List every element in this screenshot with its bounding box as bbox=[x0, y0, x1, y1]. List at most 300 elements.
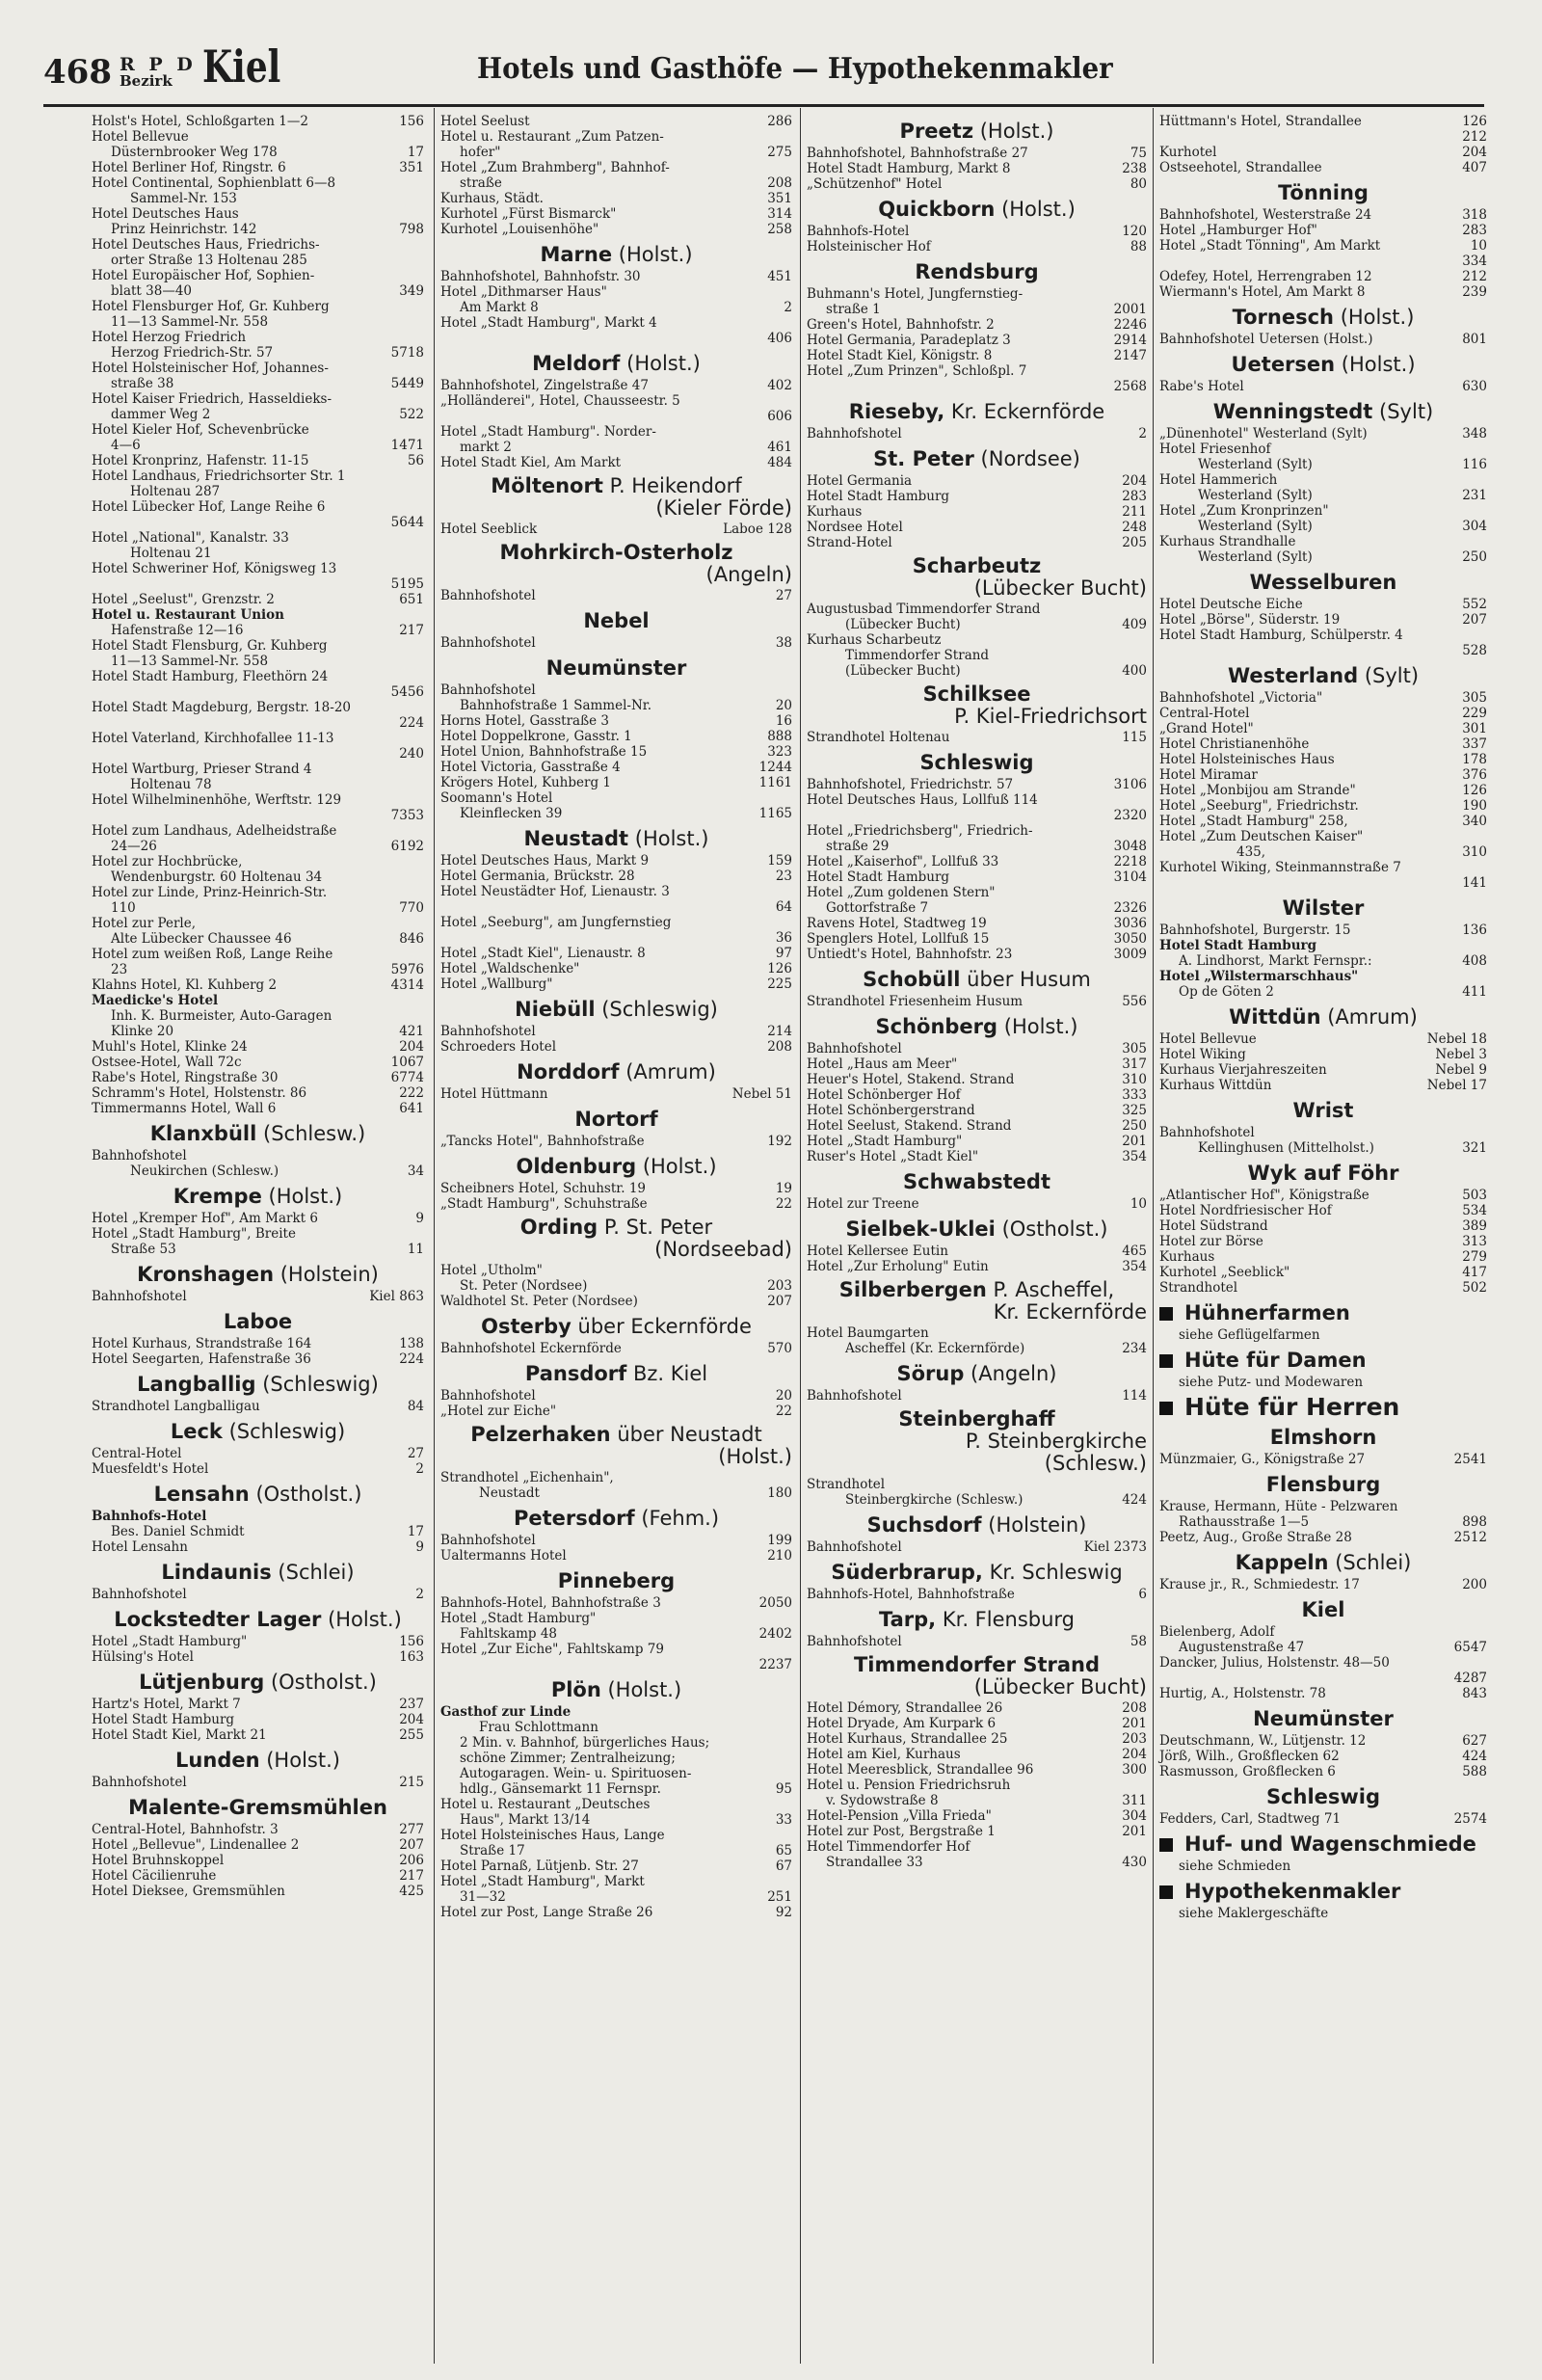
directory-entry bbox=[807, 602, 1147, 617]
entry-name: Bielenberg, Adolf bbox=[1159, 1624, 1275, 1640]
entry-name: Hotel zur Treene bbox=[807, 1196, 919, 1212]
entry-phone: 251 bbox=[767, 1889, 792, 1905]
entry-name: Bahnhofshotel bbox=[807, 1634, 902, 1649]
entry-name: Hotel Berliner Hof, Ringstr. 6 bbox=[92, 160, 286, 175]
entry-name: Bahnhofshotel, Burgerstr. 15 bbox=[1159, 923, 1351, 938]
entry-phone: 250 bbox=[1462, 549, 1487, 565]
see-also-note: siehe Putz- und Modewaren bbox=[1179, 1375, 1364, 1390]
entry-phone: 204 bbox=[399, 1712, 424, 1727]
entry-name: Hotel Meeresblick, Strandallee 96 bbox=[807, 1762, 1034, 1778]
entry-phone: 205 bbox=[1122, 535, 1147, 550]
see-also-note: siehe Geflügelfarmen bbox=[1179, 1327, 1320, 1343]
directory-entry bbox=[92, 638, 424, 654]
place-heading bbox=[1159, 570, 1487, 595]
directory-entry bbox=[440, 760, 792, 775]
entry-phone: 4314 bbox=[390, 977, 424, 993]
entry-phone: 159 bbox=[767, 853, 792, 869]
directory-entry bbox=[1159, 145, 1487, 160]
place-name: Wenningstedt bbox=[1212, 400, 1373, 423]
place-heading bbox=[807, 967, 1147, 992]
entry-name: Hotel Germania bbox=[807, 473, 913, 489]
entry-phone: 1067 bbox=[390, 1055, 424, 1070]
entry-phone: 5718 bbox=[390, 345, 424, 361]
place-name: Neumünster bbox=[1253, 1707, 1394, 1730]
entry-name: Hotel zur Post, Bergstraße 1 bbox=[807, 1824, 996, 1839]
entry-phone: Kiel 863 bbox=[369, 1289, 424, 1304]
directory-entry bbox=[440, 1828, 792, 1843]
directory-entry bbox=[1159, 503, 1487, 519]
entry-name: Hotel Parnaß, Lütjenb. Str. 27 bbox=[440, 1859, 639, 1874]
entry-name: Hotel Cäcilienruhe bbox=[92, 1868, 217, 1884]
directory-entry bbox=[1159, 441, 1487, 457]
directory-entry bbox=[440, 1704, 792, 1720]
directory-entry bbox=[1159, 1062, 1487, 1078]
place-name: Tönning bbox=[1278, 181, 1369, 204]
directory-entry bbox=[440, 1874, 792, 1889]
entry-name: Hotel „Zur Erholung" Eutin bbox=[807, 1259, 989, 1274]
place-name: Pelzerhaken bbox=[470, 1423, 611, 1446]
entry-name: Holtenau 78 bbox=[130, 777, 212, 792]
entry-phone: 23 bbox=[775, 869, 792, 884]
entry-name: Hotel Bellevue bbox=[1159, 1031, 1257, 1047]
directory-entry bbox=[92, 407, 424, 422]
directory-entry bbox=[1159, 549, 1487, 565]
entry-name: Sammel-Nr. 153 bbox=[130, 191, 237, 206]
directory-entry bbox=[92, 962, 424, 977]
entry-phone: 178 bbox=[1462, 752, 1487, 767]
entry-name: Hotel Schönbergerstrand bbox=[807, 1103, 975, 1118]
entry-phone: 5976 bbox=[390, 962, 424, 977]
directory-entry bbox=[440, 806, 792, 821]
entry-phone: 409 bbox=[1122, 617, 1147, 632]
directory-entry bbox=[1159, 114, 1487, 129]
place-heading bbox=[440, 475, 792, 520]
directory-entry bbox=[1159, 254, 1487, 269]
place-heading bbox=[92, 1309, 424, 1334]
directory-entry bbox=[92, 391, 424, 407]
entry-name: Kurhaus Scharbeutz bbox=[807, 632, 942, 648]
section-title: Huf- und Wagenschmiede bbox=[1184, 1832, 1476, 1856]
place-heading bbox=[1159, 180, 1487, 205]
entry-name: Hotel „Kaiserhof", Lollfuß 33 bbox=[807, 854, 999, 869]
directory-entry bbox=[92, 1587, 424, 1602]
entry-name: Hotel Stadt Kiel, Am Markt bbox=[440, 455, 622, 470]
entry-name: „Holländerei", Hotel, Chausseestr. 5 bbox=[440, 393, 680, 409]
directory-entry bbox=[92, 869, 424, 885]
entry-name: Bahnhofshotel bbox=[92, 1775, 187, 1790]
entry-name: Hotel „Hamburger Hof" bbox=[1159, 223, 1317, 238]
entry-phone: 461 bbox=[767, 440, 792, 455]
directory-entry bbox=[92, 191, 424, 206]
directory-entry bbox=[440, 713, 792, 729]
place-region: (Holst.) bbox=[1001, 198, 1076, 221]
place-name: Laboe bbox=[223, 1310, 293, 1333]
entry-phone: 212 bbox=[1462, 129, 1487, 145]
entry-name: Hüttmann's Hotel, Strandallee bbox=[1159, 114, 1362, 129]
entry-name: 24—26 bbox=[111, 839, 157, 854]
place-heading bbox=[440, 542, 792, 586]
entry-phone: 248 bbox=[1122, 520, 1147, 535]
entry-phone: 3036 bbox=[1113, 916, 1147, 931]
directory-entry bbox=[1159, 284, 1487, 300]
entry-phone: 136 bbox=[1462, 923, 1487, 938]
section-marker-icon bbox=[1159, 1402, 1173, 1415]
entry-phone: 163 bbox=[399, 1649, 424, 1665]
directory-entry bbox=[440, 1812, 792, 1828]
place-region: (Holst.) bbox=[607, 1678, 682, 1701]
entry-phone: 208 bbox=[767, 1039, 792, 1055]
entry-name: 11—13 Sammel-Nr. 558 bbox=[111, 654, 269, 669]
directory-entry bbox=[92, 623, 424, 638]
directory-entry bbox=[807, 885, 1147, 900]
entry-name: Hotel Kurhaus, Strandstraße 164 bbox=[92, 1336, 312, 1351]
place-region: (Holst.) bbox=[626, 352, 701, 375]
entry-name: Rabe's Hotel bbox=[1159, 379, 1244, 394]
directory-entry bbox=[440, 1294, 792, 1309]
entry-name: Hotel Seegarten, Hafenstraße 36 bbox=[92, 1351, 311, 1367]
entry-phone: 421 bbox=[399, 1024, 424, 1039]
entry-name: Hotel Seeblick bbox=[440, 521, 538, 537]
directory-entry bbox=[1159, 1577, 1487, 1592]
directory-entry bbox=[440, 1859, 792, 1874]
place-heading bbox=[92, 1748, 424, 1773]
entry-name: Hotel Herzog Friedrich bbox=[92, 330, 247, 345]
place-heading bbox=[807, 1279, 1147, 1324]
entry-name: blatt 38—40 bbox=[111, 283, 193, 299]
entry-name: Hotel „Seeburg", am Jungfernstieg bbox=[440, 915, 672, 930]
place-heading bbox=[807, 446, 1147, 471]
section-title: Hüte für Damen bbox=[1184, 1349, 1367, 1372]
entry-name: Strandallee 33 bbox=[826, 1855, 923, 1870]
directory-entry bbox=[440, 1533, 792, 1548]
directory-entry bbox=[440, 1086, 792, 1102]
entry-name: 110 bbox=[111, 900, 136, 916]
place-heading bbox=[440, 351, 792, 376]
entry-name: 31—32 bbox=[460, 1889, 506, 1905]
entry-name: Bahnhofshotel bbox=[440, 588, 536, 603]
place-region: (Nordsee) bbox=[980, 447, 1080, 470]
place-heading bbox=[1159, 352, 1487, 377]
directory-entry bbox=[807, 823, 1147, 839]
directory-entry bbox=[807, 663, 1147, 679]
entry-name: Hotel „Friedrichsberg", Friedrich- bbox=[807, 823, 1033, 839]
place-name: Neustadt bbox=[523, 827, 629, 850]
entry-name: Hotel Miramar bbox=[1159, 767, 1258, 783]
directory-entry bbox=[440, 1263, 792, 1278]
entry-phone: 214 bbox=[767, 1024, 792, 1039]
entry-name: Hotel Wilhelminenhöhe, Werftstr. 129 bbox=[92, 792, 342, 808]
entry-name: Bahnhofshotel „Victoria" bbox=[1159, 690, 1323, 706]
place-region: (Holst.) bbox=[618, 243, 693, 266]
entry-name: St. Peter (Nordsee) bbox=[460, 1278, 588, 1294]
directory-entry bbox=[92, 206, 424, 222]
directory-entry bbox=[440, 1595, 792, 1611]
directory-entry bbox=[92, 145, 424, 160]
place-heading bbox=[440, 1217, 792, 1261]
entry-name: Hotel „Stadt Hamburg" bbox=[92, 1634, 248, 1649]
directory-entry bbox=[92, 422, 424, 438]
directory-entry bbox=[440, 869, 792, 884]
entry-name: Holsteinischer Hof bbox=[807, 239, 931, 254]
place-region: (Schleswig) bbox=[601, 998, 718, 1021]
entry-name: Bahnhofshotel bbox=[440, 1388, 536, 1404]
entry-name: Bahnhofshotel bbox=[440, 635, 536, 651]
place-name: Schleswig bbox=[1265, 1785, 1381, 1808]
entry-phone: 2246 bbox=[1113, 317, 1147, 333]
directory-entry bbox=[92, 1634, 424, 1649]
entry-name: Hotel Stadt Hamburg bbox=[92, 1712, 235, 1727]
entry-phone: 65 bbox=[775, 1843, 792, 1859]
directory-entry bbox=[1159, 860, 1487, 875]
place-heading bbox=[92, 1184, 424, 1209]
entry-name: Hotel zur Linde, Prinz-Heinrich-Str. bbox=[92, 885, 328, 900]
directory-entry bbox=[807, 994, 1147, 1009]
entry-phone: 310 bbox=[1462, 844, 1487, 860]
directory-entry bbox=[440, 284, 792, 300]
entry-name: Bahnhofshotel, Bahnhofstr. 30 bbox=[440, 269, 641, 284]
directory-entry bbox=[1159, 752, 1487, 767]
entry-name: Hotel „Utholm" bbox=[440, 1263, 543, 1278]
place-name: Lütjenburg bbox=[139, 1671, 265, 1694]
place-region: (Holstein) bbox=[279, 1263, 379, 1286]
place-heading bbox=[92, 1372, 424, 1397]
directory-entry bbox=[92, 361, 424, 376]
entry-name: Peetz, Aug., Große Straße 28 bbox=[1159, 1530, 1352, 1545]
entry-name: Bahnhofshotel bbox=[440, 1533, 536, 1548]
entry-phone: 16 bbox=[775, 713, 792, 729]
place-region-line2: (Lübecker Bucht) bbox=[973, 1675, 1147, 1698]
place-region: über Neustadt bbox=[617, 1423, 762, 1446]
directory-entry bbox=[807, 1477, 1147, 1492]
entry-name: Bahnhofstraße 1 Sammel-Nr. bbox=[460, 698, 652, 713]
directory-entry bbox=[440, 884, 792, 899]
entry-name: Hotel Lensahn bbox=[92, 1539, 188, 1555]
directory-entry bbox=[92, 654, 424, 669]
directory-entry bbox=[440, 729, 792, 744]
directory-entry bbox=[1159, 269, 1487, 284]
entry-phone: 570 bbox=[767, 1341, 792, 1356]
directory-entry bbox=[92, 607, 424, 623]
entry-phone: 207 bbox=[399, 1837, 424, 1853]
column-3 bbox=[807, 114, 1147, 1870]
place-region-line2: P. Kiel-Friedrichsort bbox=[954, 705, 1147, 728]
entry-phone: 311 bbox=[1122, 1793, 1147, 1808]
directory-entry bbox=[440, 175, 792, 191]
entry-phone: 552 bbox=[1462, 597, 1487, 612]
entry-name: Hotel „Börse", Süderstr. 19 bbox=[1159, 612, 1341, 628]
directory-entry bbox=[92, 1163, 424, 1179]
entry-name: Hülsing's Hotel bbox=[92, 1649, 194, 1665]
place-region: (Schlei) bbox=[1335, 1551, 1412, 1574]
entry-name: Hotel Kaiser Friedrich, Hasseldieks- bbox=[92, 391, 332, 407]
entry-name: Hotel Holsteinisches Haus bbox=[1159, 752, 1335, 767]
column-4 bbox=[1159, 114, 1487, 1921]
entry-phone: 80 bbox=[1130, 176, 1147, 192]
entry-phone: 465 bbox=[1122, 1243, 1147, 1259]
entry-phone: 4287 bbox=[1453, 1671, 1487, 1686]
entry-phone: 212 bbox=[1462, 269, 1487, 284]
directory-entry bbox=[807, 239, 1147, 254]
entry-phone: 402 bbox=[767, 378, 792, 393]
entry-name: Gottorfstraße 7 bbox=[826, 900, 929, 916]
page-number: 468 bbox=[43, 53, 112, 92]
entry-name: Fedders, Carl, Stadtweg 71 bbox=[1159, 1811, 1342, 1827]
entry-name: Untiedt's Hotel, Bahnhofstr. 23 bbox=[807, 947, 1013, 962]
directory-entry bbox=[92, 1101, 424, 1116]
directory-entry bbox=[440, 300, 792, 315]
entry-name: Inh. K. Burmeister, Auto-Garagen bbox=[111, 1008, 332, 1024]
entry-name: Hotel Dieksee, Gremsmühlen bbox=[92, 1884, 285, 1899]
directory-entry bbox=[1159, 1686, 1487, 1701]
directory-entry bbox=[807, 839, 1147, 854]
place-heading bbox=[440, 997, 792, 1022]
entry-phone: 238 bbox=[1122, 161, 1147, 176]
entry-name: Hotel Wiking bbox=[1159, 1047, 1246, 1062]
directory-entry bbox=[807, 1539, 1147, 1555]
section-heading bbox=[1159, 1879, 1487, 1904]
place-name: St. Peter bbox=[873, 447, 974, 470]
directory-entry bbox=[807, 1149, 1147, 1164]
directory-entry bbox=[92, 1868, 424, 1884]
place-heading bbox=[440, 1107, 792, 1132]
entry-name: Strandhotel Friesenheim Husum bbox=[807, 994, 1024, 1009]
entry-name: Hotel Holsteinisches Haus, Lange bbox=[440, 1828, 665, 1843]
place-name: Schönberg bbox=[875, 1015, 998, 1038]
page-title: Hotels und Gasthöfe — Hypothekenmakler bbox=[477, 52, 1113, 86]
directory-entry bbox=[807, 379, 1147, 394]
place-heading bbox=[440, 655, 792, 681]
place-region: (Holst.) bbox=[266, 1749, 340, 1772]
entry-phone: 255 bbox=[399, 1727, 424, 1743]
entry-name: Bahnhofshotel bbox=[440, 682, 536, 698]
place-heading bbox=[440, 1361, 792, 1386]
directory-entry bbox=[440, 1485, 792, 1501]
entry-phone: 20 bbox=[775, 698, 792, 713]
place-name: Rieseby, bbox=[848, 400, 945, 423]
place-region: (Schlei) bbox=[278, 1561, 355, 1584]
place-region: (Holst.) bbox=[642, 1155, 717, 1178]
entry-name: Hotel zur Post, Lange Straße 26 bbox=[440, 1905, 653, 1920]
entry-phone: 317 bbox=[1122, 1056, 1147, 1072]
place-name: Wittdün bbox=[1229, 1005, 1321, 1029]
entry-name: Op de Göten 2 bbox=[1179, 984, 1274, 1000]
place-name: Sielbek-Uklei bbox=[845, 1217, 996, 1241]
entry-name: Central-Hotel bbox=[92, 1446, 182, 1461]
entry-name: Hotel Seelust, Stakend. Strand bbox=[807, 1118, 1012, 1134]
column-divider bbox=[800, 108, 801, 2364]
place-region: (Holst.) bbox=[634, 827, 709, 850]
directory-entry bbox=[440, 269, 792, 284]
directory-entry bbox=[92, 1289, 424, 1304]
entry-phone: 22 bbox=[775, 1404, 792, 1419]
place-name: Plön bbox=[550, 1678, 601, 1701]
directory-entry bbox=[807, 1731, 1147, 1747]
directory-entry bbox=[807, 489, 1147, 504]
place-region-line3: (Schlesw.) bbox=[1044, 1452, 1147, 1475]
place-heading bbox=[440, 1154, 792, 1179]
place-name: Flensburg bbox=[1265, 1473, 1381, 1496]
directory-entry bbox=[807, 1778, 1147, 1793]
entry-phone: 2 bbox=[415, 1461, 424, 1477]
place-name: Kronshagen bbox=[137, 1263, 275, 1286]
directory-entry bbox=[1159, 938, 1487, 953]
entry-phone: 411 bbox=[1462, 984, 1487, 1000]
entry-name: Hotel „Stadt Hamburg" bbox=[807, 1134, 963, 1149]
entry-name: Kellinghusen (Mittelholst.) bbox=[1198, 1140, 1374, 1156]
entry-phone: 2050 bbox=[758, 1595, 792, 1611]
entry-name: Hotel „Stadt Kiel", Lienaustr. 8 bbox=[440, 946, 646, 961]
place-name: Steinberghaff bbox=[898, 1407, 1055, 1431]
section-title: Hühnerfarmen bbox=[1184, 1301, 1350, 1324]
place-region: P. Ascheffel, bbox=[993, 1278, 1115, 1301]
place-name: Nortorf bbox=[574, 1108, 658, 1131]
directory-entry bbox=[440, 899, 792, 915]
entry-phone: 84 bbox=[407, 1399, 424, 1414]
entry-name: Neustadt bbox=[479, 1485, 540, 1501]
entry-phone: 286 bbox=[767, 114, 792, 129]
entry-phone: 27 bbox=[407, 1446, 424, 1461]
directory-entry bbox=[1159, 798, 1487, 814]
place-name: Petersdorf bbox=[513, 1507, 635, 1530]
entry-name: Hotel „Zum goldenen Stern" bbox=[807, 885, 996, 900]
entry-phone: 192 bbox=[767, 1134, 792, 1149]
entry-phone: 92 bbox=[775, 1905, 792, 1920]
directory-entry bbox=[440, 424, 792, 440]
entry-name: Kurhotel „Fürst Bismarck" bbox=[440, 206, 617, 222]
place-name: Nebel bbox=[583, 609, 650, 632]
entry-name: Hotel „Zum Prinzen", Schloßpl. 7 bbox=[807, 363, 1027, 379]
entry-phone: 333 bbox=[1122, 1087, 1147, 1103]
entry-name: Ostseehotel, Strandallee bbox=[1159, 160, 1322, 175]
directory-entry bbox=[440, 1781, 792, 1797]
directory-entry bbox=[92, 1024, 424, 1039]
directory-entry bbox=[92, 175, 424, 191]
entry-phone: 75 bbox=[1130, 146, 1147, 161]
directory-entry bbox=[92, 1509, 424, 1524]
entry-name: Hotel Timmendorfer Hof bbox=[807, 1839, 970, 1855]
entry-phone: 277 bbox=[399, 1822, 424, 1837]
directory-entry bbox=[1159, 1218, 1487, 1234]
entry-name: Hotel Stadt Hamburg, Markt 8 bbox=[807, 161, 1011, 176]
entry-name: Hotel „Stadt Hamburg" bbox=[440, 1611, 597, 1626]
entry-name: 435, bbox=[1236, 844, 1266, 860]
section-title: Hüte für Herren bbox=[1184, 1393, 1400, 1421]
place-name: Marne bbox=[540, 243, 613, 266]
entry-phone: 5449 bbox=[390, 376, 424, 391]
entry-phone: 770 bbox=[399, 900, 424, 916]
directory-entry bbox=[92, 762, 424, 777]
directory-entry bbox=[92, 1085, 424, 1101]
directory-entry bbox=[92, 515, 424, 530]
place-region: (Schleswig) bbox=[262, 1373, 379, 1396]
entry-name: Ascheffel (Kr. Eckernförde) bbox=[845, 1341, 1025, 1356]
directory-entry bbox=[807, 146, 1147, 161]
entry-name: Hotel „Seelust", Grenzstr. 2 bbox=[92, 592, 275, 607]
entry-name: Bahnhofs-Hotel bbox=[92, 1509, 207, 1524]
entry-name: Hotel „Waldschenke" bbox=[440, 961, 580, 976]
place-heading bbox=[1159, 663, 1487, 688]
entry-name: Hotel Victoria, Gasstraße 4 bbox=[440, 760, 621, 775]
entry-name: Hotel Germania, Paradeplatz 3 bbox=[807, 333, 1011, 348]
city-name: Kiel bbox=[201, 40, 281, 93]
directory-entry bbox=[440, 961, 792, 976]
directory-entry bbox=[92, 993, 424, 1008]
entry-phone: 200 bbox=[1462, 1577, 1487, 1592]
entry-name: Bahnhofs-Hotel, Bahnhofstraße 3 bbox=[440, 1595, 661, 1611]
entry-name: Kurhaus Strandhalle bbox=[1159, 534, 1296, 549]
entry-phone: 2 bbox=[784, 300, 792, 315]
entry-name: Hotel Stadt Hamburg bbox=[807, 489, 950, 504]
